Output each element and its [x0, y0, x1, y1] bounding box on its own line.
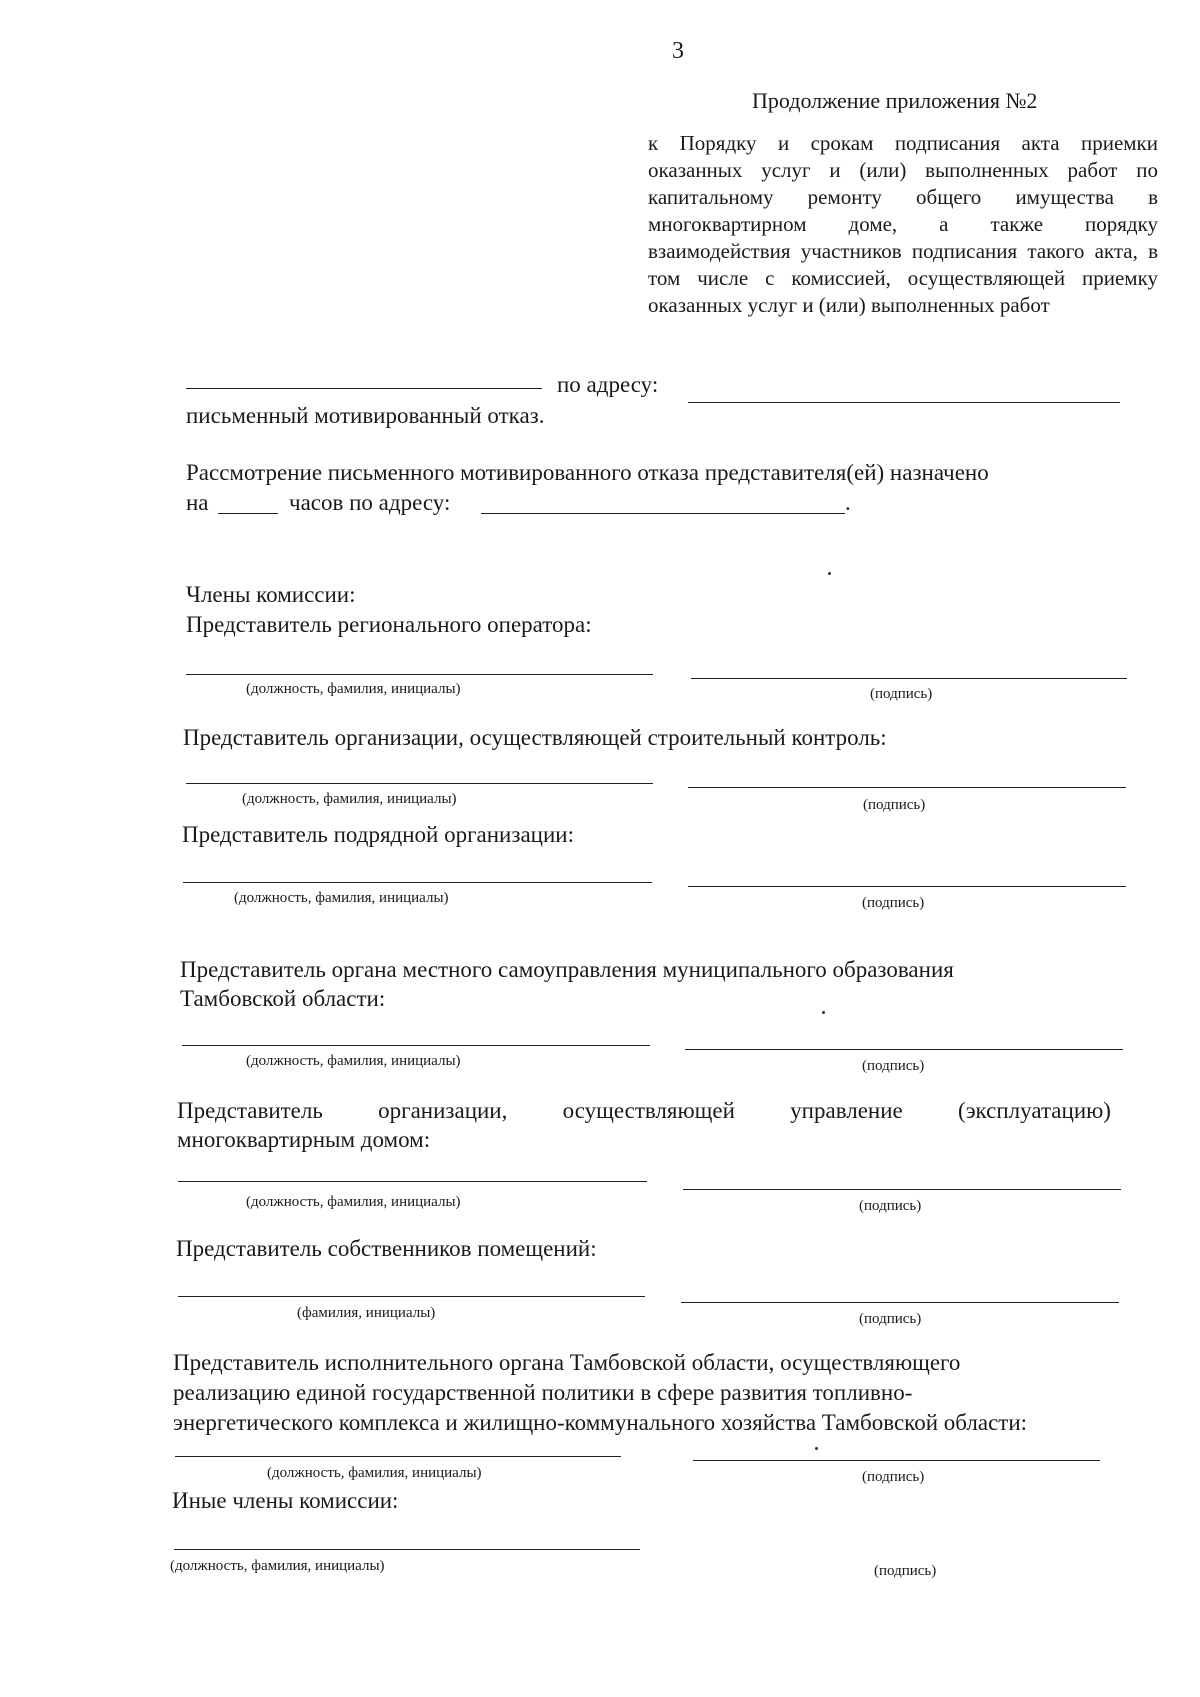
fill-line-regional-operator-name: [186, 674, 653, 675]
fill-line-owners-signature: [681, 1302, 1119, 1303]
regional-operator-label: Представитель регионального оператора:: [186, 612, 592, 637]
fill-line-management-signature: [683, 1189, 1121, 1190]
fill-line-address: [688, 402, 1120, 403]
executive-label-2: реализацию единой государственной политики в сфере развития топливно-: [173, 1380, 913, 1405]
management-word: управление: [790, 1098, 903, 1123]
fill-line-executive-name: [175, 1456, 621, 1457]
executive-label-1: Представитель исполнительного органа Тамбовской области, осуществляющего: [173, 1350, 961, 1375]
management-label-2: многоквартирным домом:: [177, 1127, 431, 1152]
fill-line-local-government-signature: [685, 1049, 1123, 1050]
fill-line-construction-control-signature: [688, 787, 1126, 788]
caption-owners-signature: (подпись): [859, 1311, 922, 1327]
local-government-label-1: Представитель органа местного самоуправления муниципального образования: [180, 957, 954, 982]
appendix-title: Продолжение приложения №2: [752, 88, 1038, 113]
caption-local-government-name: (должность, фамилия, инициалы): [246, 1053, 461, 1069]
caption-local-government-signature: (подпись): [862, 1058, 925, 1074]
other-members-label: Иные члены комиссии:: [172, 1488, 399, 1513]
fill-line-consideration-address: [481, 513, 845, 514]
consideration-middle: часов по адресу:: [289, 490, 451, 515]
caption-executive-signature: (подпись): [862, 1469, 925, 1485]
caption-contractor-name: (должность, фамилия, инициалы): [234, 890, 449, 906]
scan-speck: [815, 1447, 818, 1450]
local-government-label-2: Тамбовской области:: [180, 986, 386, 1011]
management-word: осуществляющей: [562, 1098, 735, 1123]
caption-management-name: (должность, фамилия, инициалы): [246, 1194, 461, 1210]
owners-label: Представитель собственников помещений:: [176, 1236, 597, 1261]
management-word: (эксплуатацию): [958, 1098, 1111, 1123]
caption-construction-control-signature: (подпись): [863, 797, 926, 813]
scan-speck: [828, 572, 831, 575]
consideration-end: .: [845, 490, 851, 515]
caption-regional-operator-signature: (подпись): [870, 686, 933, 702]
scan-speck: [822, 1011, 825, 1014]
refusal-text: письменный мотивированный отказ.: [186, 403, 545, 428]
fill-line-contractor-signature: [688, 886, 1126, 887]
fill-line-regional-operator-signature: [691, 678, 1127, 679]
consideration-prefix: на: [186, 490, 209, 515]
fill-line-owners-name: [178, 1296, 645, 1297]
caption-executive-name: (должность, фамилия, инициалы): [267, 1465, 482, 1481]
management-label-1: [177, 1098, 1111, 1124]
consideration-line-1: Рассмотрение письменного мотивированного отказа представителя(ей) назначено: [186, 460, 989, 485]
fill-line-construction-control-name: [186, 783, 653, 784]
fill-line-management-name: [178, 1181, 647, 1182]
caption-other-member-name: (должность, фамилия, инициалы): [170, 1558, 385, 1574]
address-label: по адресу:: [557, 372, 659, 397]
appendix-subtitle: к Порядку и срокам подписания акта приемки оказанных услуг и (или) выполненных работ по капитальному ремонту общего имущества в многоквартирном доме, а также порядку взаимодействия участников подписания такого акта, в том числе с комиссией, осуществляющей приемку оказанных услуг и (или) выполненных работ: [648, 131, 1158, 317]
executive-label-3: энергетического комплекса и жилищно-коммунального хозяйства Тамбовской области:: [173, 1410, 1028, 1435]
fill-line-time: [218, 513, 278, 514]
management-word: организации,: [378, 1098, 508, 1123]
construction-control-label: Представитель организации, осуществляющей строительный контроль:: [183, 725, 887, 750]
fill-line-local-government-name: [182, 1045, 650, 1046]
fill-line-name: [186, 388, 542, 389]
caption-contractor-signature: (подпись): [862, 895, 925, 911]
fill-line-contractor-name: [183, 882, 652, 883]
caption-construction-control-name: (должность, фамилия, инициалы): [242, 791, 457, 807]
commission-title: Члены комиссии:: [186, 582, 356, 607]
caption-regional-operator-name: (должность, фамилия, инициалы): [246, 681, 461, 697]
caption-management-signature: (подпись): [859, 1198, 922, 1214]
fill-line-other-member-name: [174, 1549, 640, 1550]
page-number: 3: [672, 38, 684, 64]
contractor-label: Представитель подрядной организации:: [182, 822, 574, 847]
fill-line-executive-signature: [693, 1460, 1100, 1461]
caption-other-member-signature: (подпись): [874, 1563, 937, 1579]
caption-owners-name: (фамилия, инициалы): [297, 1305, 436, 1321]
management-word: Представитель: [177, 1098, 323, 1123]
